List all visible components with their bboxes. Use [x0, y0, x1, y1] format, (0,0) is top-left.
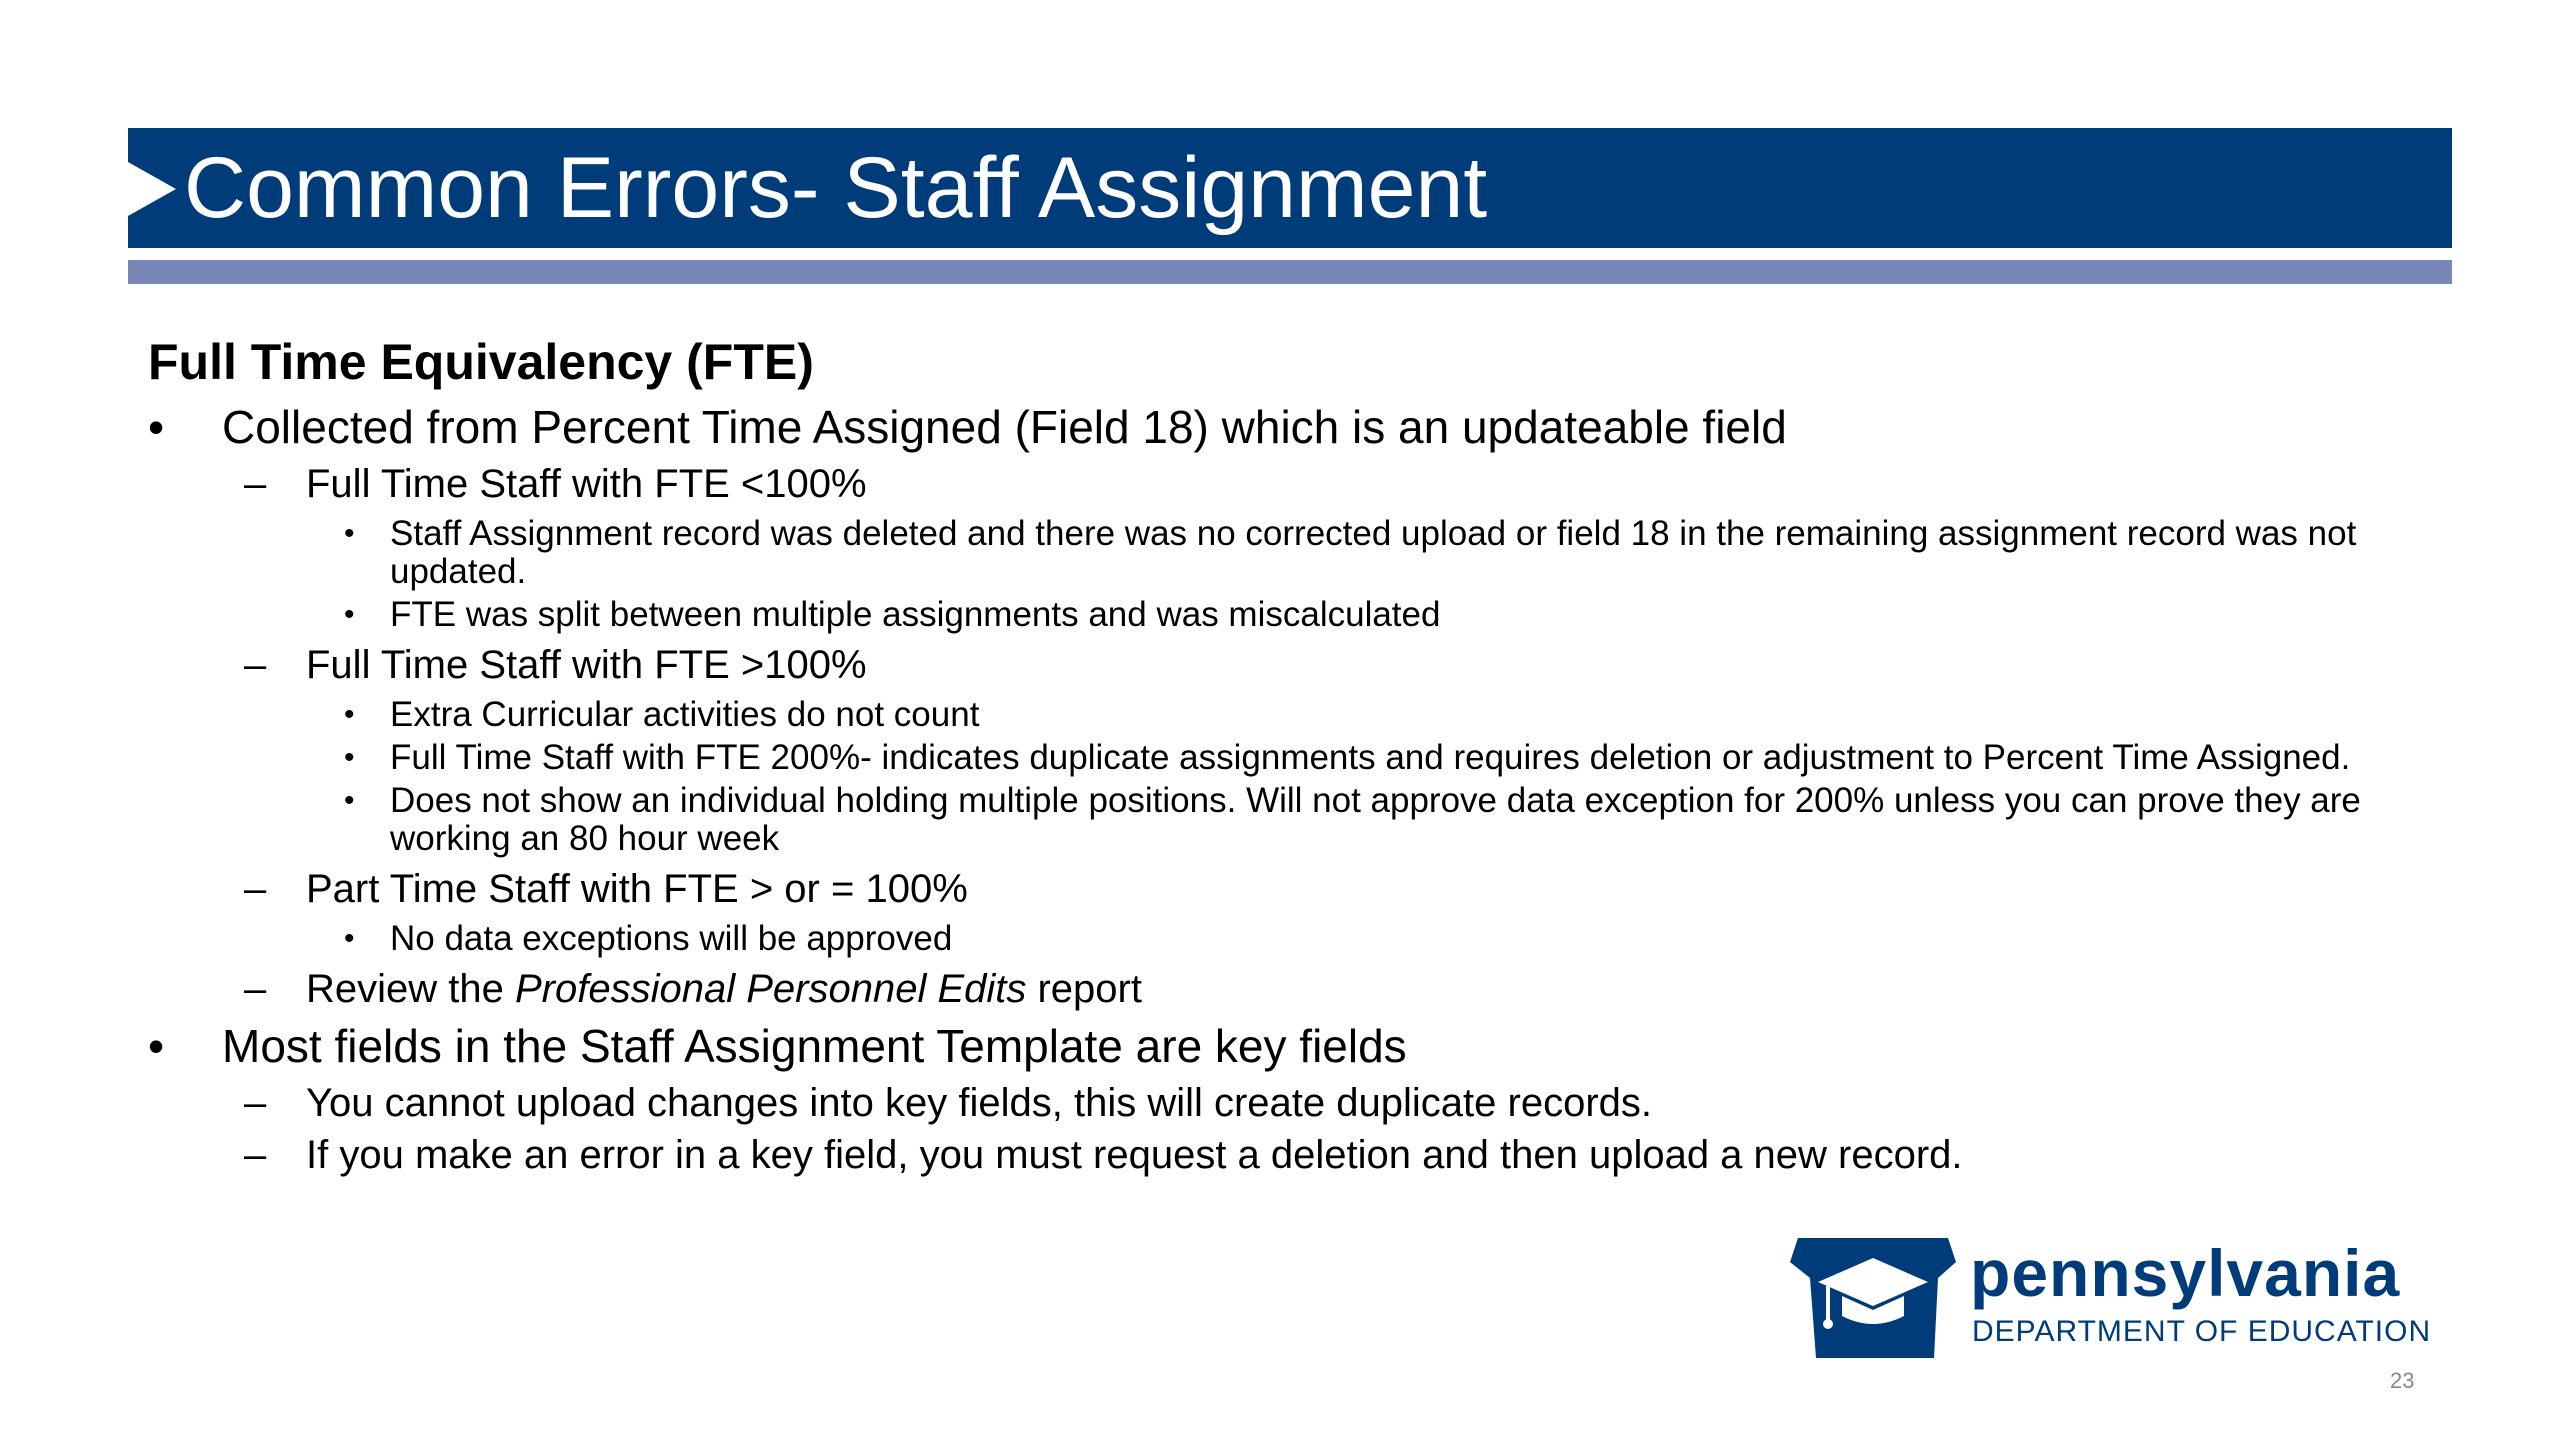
page-number: 23: [2390, 1368, 2415, 1393]
bullet-icon: •: [148, 1020, 165, 1072]
logo-name: pennsylvania: [1970, 1236, 2401, 1310]
sub-sub-bullet-text: No data exceptions will be approved: [390, 919, 953, 958]
bullet-icon: •: [148, 401, 165, 453]
sub-sub-bullet-item: [148, 920, 2408, 958]
bullet-icon: •: [344, 517, 355, 550]
sub-bullet-item: [148, 458, 2408, 510]
keystone-graduation-cap-icon: [1790, 1236, 1956, 1362]
sub-bullet-text: Full Time Staff with FTE >100%: [306, 643, 867, 687]
slide-content: [148, 330, 2408, 1181]
bullet-item: [148, 1015, 2408, 1077]
sub-sub-bullet-item: [148, 739, 2408, 777]
dash-icon: –: [244, 867, 267, 911]
sub-bullet-text-before: Review the: [306, 967, 515, 1011]
bullet-icon: •: [344, 922, 355, 955]
sub-sub-bullet-text: Full Time Staff with FTE 200%- indicates duplicate assignments and requires deletion or adjustment to Percent Time Assigned.: [390, 738, 2351, 777]
pa-education-logo: [1790, 1236, 2450, 1366]
dash-icon: –: [244, 1081, 267, 1125]
bullet-icon: •: [344, 698, 355, 731]
bullet-item: [148, 396, 2408, 458]
dash-icon: –: [244, 967, 267, 1011]
dash-icon: –: [244, 1133, 267, 1177]
sub-bullet-item: [148, 963, 2408, 1015]
sub-sub-bullet-text: Extra Curricular activities do not count: [390, 695, 980, 734]
bullet-text: Most fields in the Staff Assignment Template are key fields: [222, 1020, 1407, 1072]
sub-bullet-text: Part Time Staff with FTE > or = 100%: [306, 867, 968, 911]
sub-bullet-text: Full Time Staff with FTE <100%: [306, 462, 867, 506]
sub-bullet-item: [148, 1077, 2408, 1129]
section-heading: Full Time Equivalency (FTE): [148, 334, 814, 390]
logo-department: DEPARTMENT OF EDUCATION: [1972, 1315, 2432, 1348]
arrow-icon: [128, 162, 176, 216]
sub-sub-bullet-text: Staff Assignment record was deleted and there was no corrected upload or field 18 in the remaining assignment record was not updated.: [390, 514, 2357, 591]
report-name: Professional Personnel Edits: [514, 967, 1027, 1011]
sub-bullet-item: [148, 639, 2408, 691]
sub-bullet-item: [148, 863, 2408, 915]
bullet-list: [148, 396, 2408, 1181]
sub-sub-bullet-text: Does not show an individual holding multiple positions. Will not approve data exception for 200% unless you can prove they are working an 80 hour week: [390, 781, 2361, 858]
sub-sub-bullet-item: [148, 515, 2408, 591]
sub-bullet-item: [148, 1129, 2408, 1181]
bullet-icon: •: [344, 598, 355, 631]
sub-sub-bullet-item: [148, 596, 2408, 634]
bullet-icon: •: [344, 784, 355, 817]
sub-sub-bullet-item: [148, 696, 2408, 734]
sub-bullet-text: If you make an error in a key field, you must request a deletion and then upload a new record.: [306, 1133, 1963, 1177]
bullet-icon: •: [344, 741, 355, 774]
dash-icon: –: [244, 462, 267, 506]
sub-bullet-text: You cannot upload changes into key fields, this will create duplicate records.: [306, 1081, 1652, 1125]
sub-bullet-text-after: report: [1026, 967, 1142, 1011]
slide-title: Common Errors- Staff Assignment: [184, 140, 1488, 236]
sub-sub-bullet-item: [148, 782, 2408, 858]
title-bar: [128, 128, 2452, 248]
bullet-text: Collected from Percent Time Assigned (Field 18) which is an updateable field: [222, 401, 1787, 453]
dash-icon: –: [244, 643, 267, 687]
title-underline: [128, 260, 2452, 284]
sub-sub-bullet-text: FTE was split between multiple assignments and was miscalculated: [390, 595, 1441, 634]
